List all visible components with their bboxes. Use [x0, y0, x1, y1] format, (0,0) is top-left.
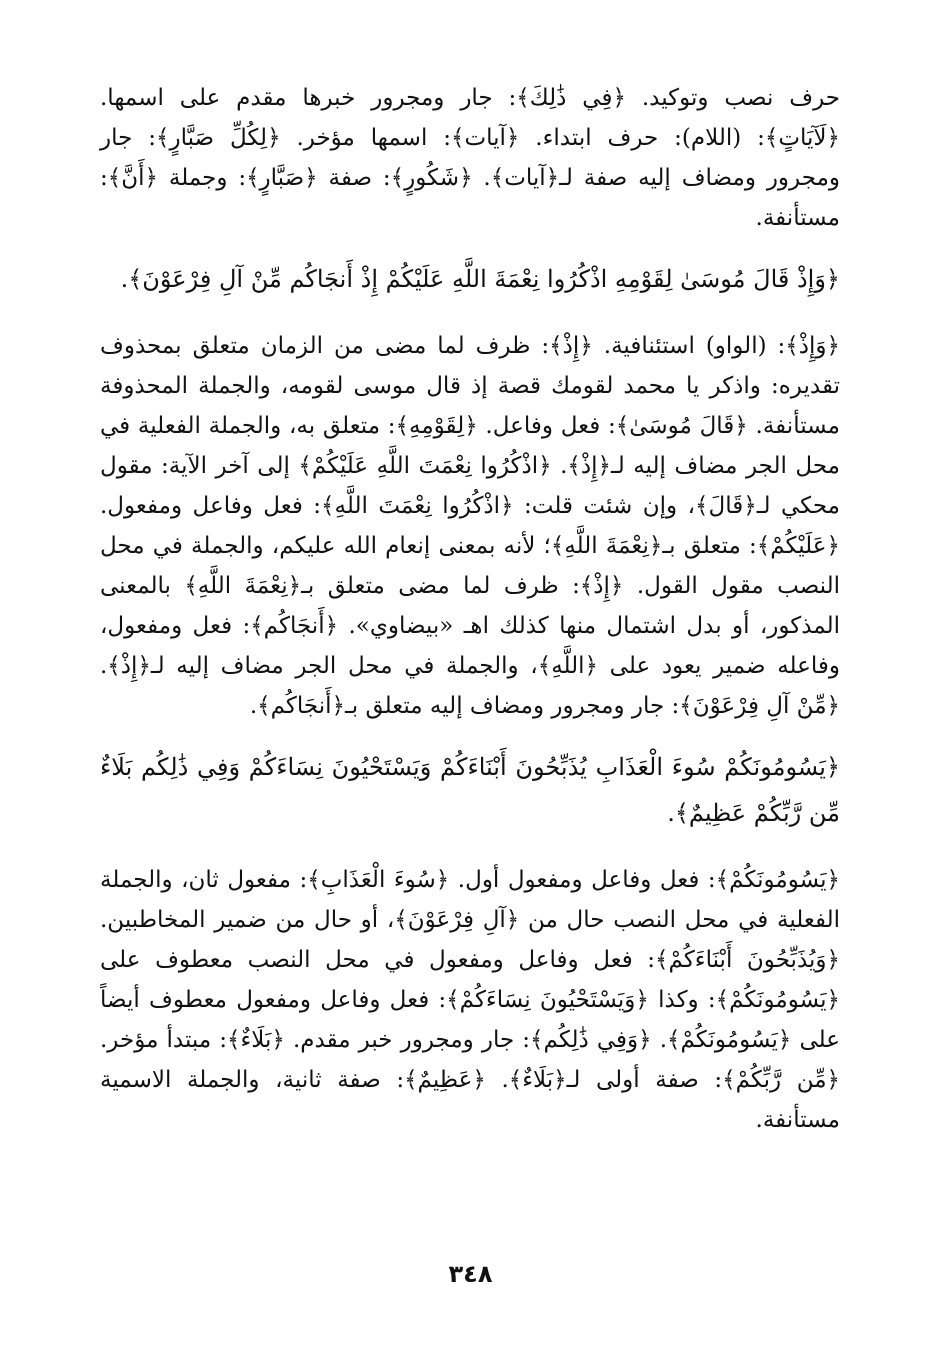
quran-verse-1: ﴿وَإِذْ قَالَ مُوسَىٰ لِقَوْمِهِ اذْكُرُوا نِعْمَةَ اللَّهِ عَلَيْكُمْ إِذْ أَنجَاكُم مِّنْ آلِ فِرْعَوْنَ﴾. — [120, 265, 840, 293]
spacer — [100, 726, 840, 744]
page-number: ٣٤٨ — [448, 1260, 493, 1288]
paragraph-grammar-2: ﴿وَإِذْ﴾: (الواو) استئنافية. ﴿إِذْ﴾: ظرف لما مضى من الزمان متعلق بمحذوف تقديره: واذكر يا محمد لقومك قصة إذ قال موسى لقومه، والجملة المحذوفة مستأنفة. ﴿قَالَ مُوسَىٰ﴾: فعل وفاعل. ﴿لِقَوْمِهِ﴾: متعلق به، والجملة الفعلية في محل الجر مضاف إليه لـ﴿إِذْ﴾. ﴿اذْكُرُوا نِعْمَتَ اللَّهِ عَلَيْكُمْ﴾ إلى آخر الآية: مقول محكي لـ﴿قَالَ﴾، وإن شئت قلت: ﴿اذْكُرُوا نِعْمَتَ اللَّهِ﴾: فعل وفاعل ومفعول. ﴿عَلَيْكُمْ﴾: متعلق بـ﴿نِعْمَةَ اللَّهِ﴾؛ لأنه بمعنى إنعام الله عليكم، والجملة في محل النصب مقول القول. ﴿إِذْ﴾: ظرف لما مضى متعلق بـ﴿نِعْمَةَ اللَّهِ﴾ بالمعنى المذكور، أو بدل اشتمال منها كذلك اهـ «بيضاوي». ﴿أَنجَاكُم﴾: فعل ومفعول، وفاعله ضمير يعود على ﴿اللَّهِ﴾، والجملة في محل الجر مضاف إليه لـ﴿إِذْ﴾. ﴿مِّنْ آلِ فِرْعَوْنَ﴾: جار ومجرور ومضاف إليه متعلق بـ﴿أَنجَاكُم﴾. — [100, 333, 840, 719]
spacer — [100, 836, 840, 860]
spacer — [100, 238, 840, 256]
paragraph-grammar-1: حرف نصب وتوكيد. ﴿فِي ذَٰلِكَ﴾: جار ومجرور خبرها مقدم على اسمها. ﴿لَآيَاتٍ﴾: (اللام): حرف ابتداء. ﴿آيات﴾: اسمها مؤخر. ﴿لِكُلِّ صَبَّارٍ﴾: جار ومجرور ومضاف إليه صفة لـ﴿آيات﴾. ﴿شَكُورٍ﴾: صفة ﴿صَبَّارٍ﴾: وجملة ﴿أَنَّ﴾: مستأنفة. — [100, 85, 840, 231]
quran-verse-2: ﴿يَسُومُونَكُمْ سُوءَ الْعَذَابِ يُذَبِّحُونَ أَبْنَاءَكُمْ وَيَسْتَحْيُونَ نِسَاءَكُمْ وَفِي ذَٰلِكُم بَلَاءٌ مِّن رَّبِّكُمْ عَظِيمٌ﴾. — [100, 753, 841, 827]
page-body — [100, 78, 840, 1140]
spacer — [100, 302, 840, 326]
paragraph-grammar-3: ﴿يَسُومُونَكُمْ﴾: فعل وفاعل ومفعول أول. ﴿سُوءَ الْعَذَابِ﴾: مفعول ثان، والجملة الفعلية في محل النصب حال من ﴿آلِ فِرْعَوْنَ﴾، أو حال من ضمير المخاطبين. ﴿وَيُذَبِّحُونَ أَبْنَاءَكُمْ﴾: فعل وفاعل ومفعول في محل النصب معطوف على ﴿يَسُومُونَكُمْ﴾: وكذا ﴿وَيَسْتَحْيُونَ نِسَاءَكُمْ﴾: فعل وفاعل ومفعول معطوف أيضاً على ﴿يَسُومُونَكُمْ﴾. ﴿وَفِي ذَٰلِكُم﴾: جار ومجرور خبر مقدم. ﴿بَلَاءٌ﴾: مبتدأ مؤخر. ﴿مِّن رَّبِّكُمْ﴾: صفة أولى لـ﴿بَلَاءٌ﴾. ﴿عَظِيمٌ﴾: صفة ثانية، والجملة الاسمية مستأنفة. — [100, 867, 840, 1133]
